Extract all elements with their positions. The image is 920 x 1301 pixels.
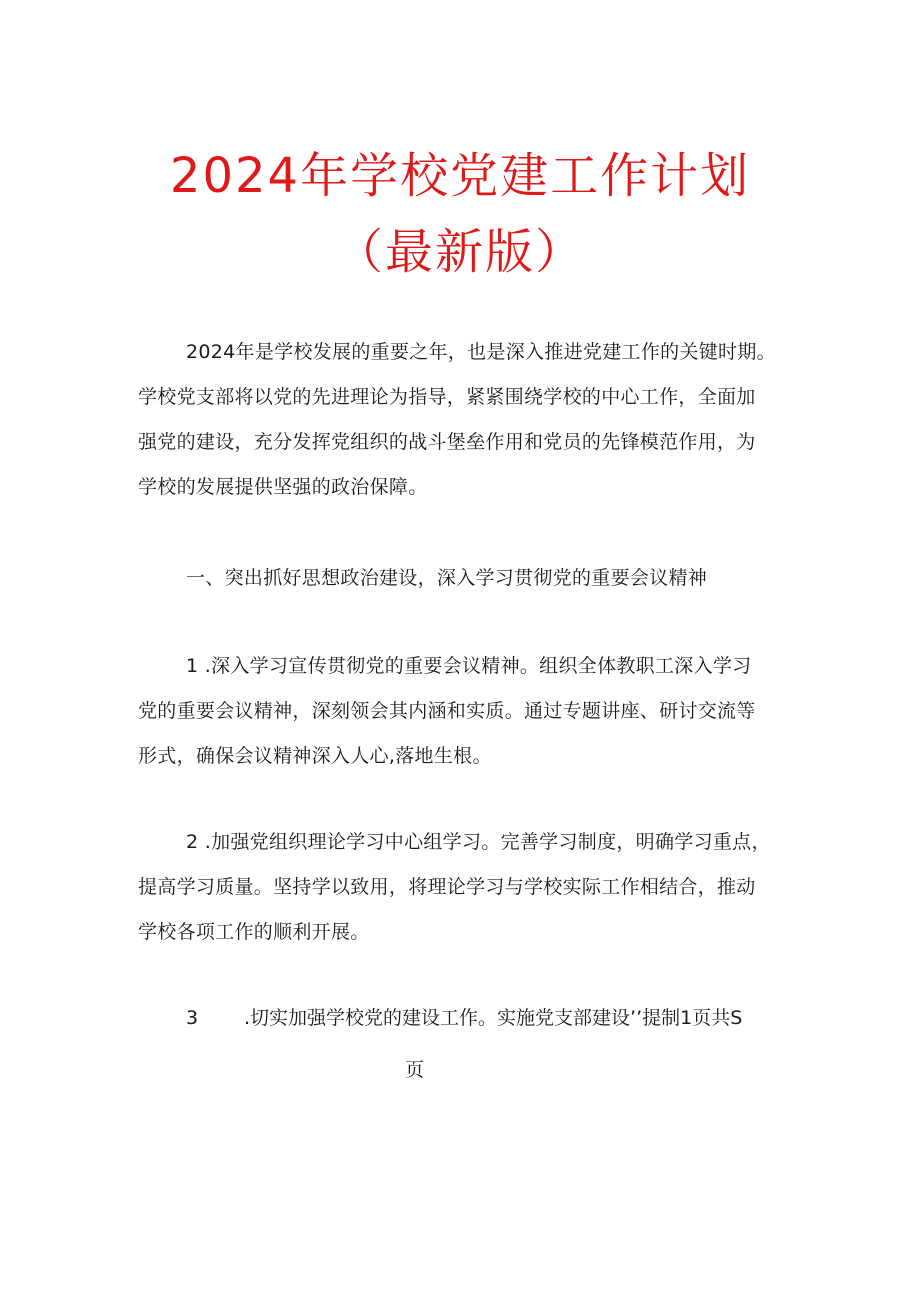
section-heading-text: 一、突出抓好思想政治建设，深入学习贯彻党的重要会议精神 xyxy=(186,567,708,589)
item-line: 1 .深入学习宣传贯彻党的重要会议精神。组织全体教职工深入学习 xyxy=(186,655,752,677)
item-line: 提高学习质量。坚持学以致用，将理论学习与学校实际工作相结合，推动 xyxy=(138,876,756,898)
list-item xyxy=(186,996,806,1041)
section-heading xyxy=(138,556,788,601)
document-title: 2024年学校党建工作计划 xyxy=(169,148,751,204)
item-line: 形式，确保会议精神深入人心,落地生根。 xyxy=(138,745,492,767)
list-item xyxy=(138,820,788,955)
item-number: 3 xyxy=(186,1007,199,1029)
document-subtitle: （最新版） xyxy=(334,224,585,280)
intro-line: 强党的建设，充分发挥党组织的战斗堡垒作用和党员的先锋模范作用，为 xyxy=(138,431,756,453)
intro-line: 学校的发展提供坚强的政治保障。 xyxy=(138,476,428,498)
item-line: 2 .加强党组织理论学习中心组学习。完善学习制度，明确学习重点， xyxy=(186,831,771,853)
page-footer-continuation: 页 xyxy=(405,1059,425,1081)
item-line: 党的重要会议精神，深刻领会其内涵和实质。通过专题讲座、研讨交流等 xyxy=(138,700,756,722)
item-line: .切实加强学校党的建设工作。实施党支部建设’’提制1页共S xyxy=(244,1007,743,1029)
intro-line: 学校党支部将以党的先进理论为指导，紧紧围绕学校的中心工作，全面加 xyxy=(138,386,756,408)
intro-paragraph xyxy=(138,330,788,510)
intro-line: 2024年是学校发展的重要之年，也是深入推进党建工作的关键时期。 xyxy=(186,341,776,363)
list-item xyxy=(138,644,788,779)
item-line: 学校各项工作的顺利开展。 xyxy=(138,921,370,943)
